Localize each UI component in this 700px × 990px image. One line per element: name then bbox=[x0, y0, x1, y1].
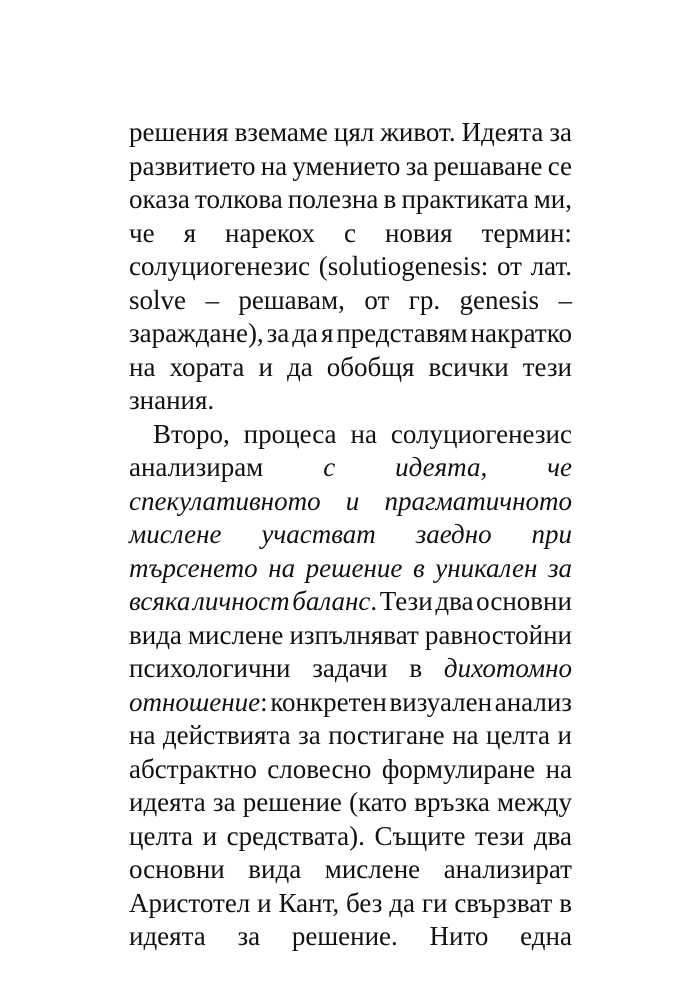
word: развитието bbox=[129, 150, 256, 181]
word: на bbox=[260, 150, 288, 181]
word: ги bbox=[421, 887, 448, 918]
word: зараждане), bbox=[129, 318, 264, 348]
word-group bbox=[380, 585, 433, 619]
word-group bbox=[435, 585, 473, 619]
word-group bbox=[336, 317, 467, 351]
word-group bbox=[328, 719, 444, 753]
word: между bbox=[497, 787, 572, 817]
word-group bbox=[312, 652, 387, 686]
word: решение. bbox=[291, 921, 398, 951]
word: Аристотел bbox=[129, 887, 251, 918]
word-group bbox=[195, 183, 283, 217]
word-group bbox=[401, 183, 528, 217]
word-group bbox=[244, 418, 337, 452]
word-group bbox=[267, 753, 371, 787]
word: решения bbox=[129, 117, 229, 147]
word-group bbox=[534, 183, 572, 217]
word-group bbox=[390, 686, 493, 720]
word-group bbox=[344, 217, 356, 251]
word: я bbox=[183, 217, 196, 248]
word: да bbox=[286, 351, 313, 382]
word: изпълняват bbox=[289, 619, 419, 650]
word: процеса bbox=[243, 418, 337, 449]
word-group bbox=[129, 686, 268, 720]
word-group bbox=[213, 786, 236, 820]
word-group bbox=[268, 552, 295, 586]
word-group bbox=[346, 485, 360, 519]
text-line bbox=[129, 887, 572, 921]
word-group bbox=[129, 753, 257, 787]
word: за bbox=[212, 787, 236, 817]
word: за bbox=[405, 150, 429, 181]
text-line bbox=[129, 351, 572, 385]
word-group bbox=[292, 317, 318, 351]
word: анализират bbox=[443, 854, 572, 884]
word-group bbox=[430, 920, 489, 954]
word: лат. bbox=[530, 251, 572, 281]
word-group bbox=[409, 652, 422, 686]
word: мислене bbox=[187, 619, 284, 650]
word-group bbox=[292, 920, 398, 954]
word: и bbox=[202, 820, 218, 851]
word-group bbox=[325, 853, 420, 887]
word: да bbox=[292, 318, 318, 348]
word-group bbox=[416, 518, 492, 552]
text-line bbox=[129, 786, 572, 820]
word: обобщя bbox=[326, 351, 415, 382]
body-text bbox=[129, 116, 572, 954]
word: всяка bbox=[129, 586, 191, 616]
word: постигане bbox=[328, 720, 445, 750]
word: нарекох bbox=[225, 217, 315, 248]
word: Същите bbox=[374, 820, 466, 851]
word: толкова bbox=[195, 184, 283, 214]
word-group bbox=[163, 719, 291, 753]
word: задачи bbox=[312, 653, 388, 683]
word: действията bbox=[162, 720, 291, 750]
word: живот. bbox=[380, 117, 456, 147]
word: solve bbox=[129, 284, 186, 315]
word: всички bbox=[428, 351, 509, 382]
word-group bbox=[292, 150, 400, 184]
word: идеята bbox=[129, 787, 206, 817]
word-group bbox=[380, 116, 455, 150]
word: новия bbox=[384, 217, 453, 248]
word-group bbox=[433, 150, 542, 184]
word-group bbox=[384, 183, 397, 217]
text-line bbox=[129, 518, 572, 552]
word-group bbox=[203, 820, 217, 854]
word: полезна bbox=[287, 184, 379, 214]
word-group bbox=[486, 719, 550, 753]
word: цял bbox=[333, 117, 375, 147]
word: дихотомно bbox=[443, 653, 572, 683]
word: уникален bbox=[435, 552, 538, 583]
word-group bbox=[406, 150, 429, 184]
word-group bbox=[153, 418, 230, 452]
word: мислене bbox=[129, 519, 222, 549]
text-line bbox=[129, 485, 572, 519]
word-group bbox=[497, 250, 522, 284]
word: в bbox=[409, 653, 423, 683]
word: прагматичното bbox=[384, 485, 572, 516]
word: (като bbox=[349, 787, 408, 817]
text-line bbox=[129, 384, 572, 418]
word-group bbox=[227, 820, 365, 854]
word-group bbox=[129, 585, 190, 619]
word-group bbox=[546, 753, 572, 787]
word-group bbox=[319, 250, 489, 284]
word: вида bbox=[248, 854, 302, 884]
word-group bbox=[471, 317, 572, 351]
word-group bbox=[287, 351, 313, 385]
word: равностойни bbox=[424, 619, 572, 650]
word-group bbox=[321, 317, 333, 351]
word: (solutiogenesis: bbox=[318, 251, 489, 281]
word-group bbox=[306, 552, 403, 586]
word: психологични bbox=[129, 653, 291, 683]
word-group bbox=[548, 552, 572, 586]
word-group bbox=[334, 116, 374, 150]
word: основни bbox=[476, 586, 572, 616]
word-group bbox=[558, 719, 572, 753]
word: за bbox=[547, 552, 572, 583]
word: и bbox=[258, 351, 273, 382]
word: мислене bbox=[324, 854, 421, 884]
word-group bbox=[129, 183, 190, 217]
word-group bbox=[444, 652, 572, 686]
word-group bbox=[129, 820, 193, 854]
word-group bbox=[460, 284, 539, 318]
word: заедно bbox=[415, 519, 492, 549]
word: хората bbox=[169, 351, 245, 382]
word-group bbox=[425, 619, 572, 653]
text-line bbox=[129, 150, 572, 184]
word: целта bbox=[486, 720, 551, 750]
word-group bbox=[422, 887, 448, 921]
word: решение bbox=[305, 552, 403, 583]
word: и bbox=[345, 485, 360, 516]
word-group bbox=[409, 284, 440, 318]
word: : bbox=[260, 686, 268, 717]
word: – bbox=[558, 284, 572, 315]
word-group bbox=[395, 451, 487, 485]
word: се bbox=[547, 150, 572, 181]
word: визуален bbox=[389, 686, 493, 717]
word-group bbox=[475, 820, 524, 854]
word-group bbox=[323, 451, 335, 485]
word: солуциогенезис bbox=[390, 418, 572, 449]
word-group bbox=[385, 217, 453, 251]
word: Идеята bbox=[461, 117, 544, 147]
word: два bbox=[533, 820, 572, 851]
word: словесно bbox=[267, 753, 372, 784]
word: Тези bbox=[379, 586, 433, 616]
word-group bbox=[454, 887, 552, 921]
word-group bbox=[129, 518, 222, 552]
word-group bbox=[452, 719, 478, 753]
text-line bbox=[129, 585, 572, 619]
word: целта bbox=[129, 820, 194, 851]
text-line bbox=[129, 820, 572, 854]
word-group bbox=[391, 418, 572, 452]
word: да bbox=[389, 887, 416, 918]
text-line bbox=[129, 183, 572, 217]
word: в bbox=[412, 552, 425, 583]
text-line bbox=[129, 753, 572, 787]
word-group bbox=[129, 920, 206, 954]
word: два bbox=[435, 586, 474, 616]
word: отношение bbox=[129, 686, 261, 717]
word: практиката bbox=[401, 184, 529, 214]
text-line bbox=[129, 552, 572, 586]
word: спекулативното bbox=[129, 485, 321, 516]
word-group bbox=[205, 284, 219, 318]
word: решавам, bbox=[238, 284, 345, 315]
word: ми, bbox=[533, 184, 572, 214]
word-group bbox=[129, 853, 225, 887]
text-line bbox=[129, 116, 572, 150]
word-group bbox=[374, 820, 465, 854]
text-line bbox=[129, 451, 572, 485]
word: личност bbox=[193, 586, 290, 616]
word: баланс bbox=[292, 586, 371, 616]
word-group bbox=[129, 485, 321, 519]
word-group bbox=[261, 150, 287, 184]
word-group bbox=[414, 786, 490, 820]
word: термин: bbox=[481, 217, 572, 248]
text-line bbox=[129, 719, 572, 753]
word: Нито bbox=[429, 921, 489, 951]
word-group bbox=[531, 250, 572, 284]
word: на bbox=[129, 720, 156, 750]
word-group bbox=[248, 853, 301, 887]
word-group bbox=[243, 786, 342, 820]
text-line bbox=[129, 418, 572, 452]
word-group bbox=[129, 384, 214, 418]
word: вземаме bbox=[234, 117, 328, 147]
word-group bbox=[129, 552, 258, 586]
word-group bbox=[129, 451, 263, 485]
word-group bbox=[520, 920, 572, 954]
word: и bbox=[257, 887, 272, 918]
text-line bbox=[129, 619, 572, 653]
word: с bbox=[344, 217, 356, 248]
word: на bbox=[268, 552, 296, 583]
word-group bbox=[188, 619, 283, 653]
word-group bbox=[129, 250, 310, 284]
text-line bbox=[129, 250, 572, 284]
word: на bbox=[129, 351, 156, 382]
word: . bbox=[370, 586, 378, 616]
word-group bbox=[429, 351, 509, 385]
word: конкретен bbox=[270, 686, 387, 717]
word: представям bbox=[336, 318, 468, 348]
word: без bbox=[346, 887, 383, 918]
word: от bbox=[364, 284, 390, 315]
word-group bbox=[193, 585, 290, 619]
word: от bbox=[497, 251, 522, 281]
word-group bbox=[289, 619, 418, 653]
word: че bbox=[129, 217, 155, 248]
word-group bbox=[559, 887, 572, 921]
text-line bbox=[129, 317, 572, 351]
word-group bbox=[129, 652, 290, 686]
word-group bbox=[261, 518, 375, 552]
word: за bbox=[549, 117, 572, 147]
text-line bbox=[129, 853, 572, 887]
word-group bbox=[476, 585, 572, 619]
word: на bbox=[545, 753, 572, 784]
word: накратко bbox=[470, 318, 572, 348]
text-line bbox=[129, 652, 572, 686]
word-group bbox=[170, 351, 245, 385]
word-group bbox=[225, 217, 315, 251]
word-group bbox=[237, 920, 260, 954]
word: свързват bbox=[454, 887, 553, 918]
word: я bbox=[320, 318, 334, 348]
word: за bbox=[298, 720, 321, 750]
word: с bbox=[323, 452, 336, 482]
word-group bbox=[129, 317, 264, 351]
word-group bbox=[558, 284, 572, 318]
word-group bbox=[364, 284, 389, 318]
word: тези bbox=[475, 820, 525, 851]
word: в bbox=[383, 184, 397, 214]
word-group bbox=[238, 284, 344, 318]
word: че bbox=[547, 452, 572, 482]
word: Второ, bbox=[153, 418, 230, 449]
word-group bbox=[129, 719, 155, 753]
word-group bbox=[327, 351, 415, 385]
word: за bbox=[266, 318, 290, 348]
word: вида bbox=[129, 619, 182, 650]
text-line bbox=[129, 217, 572, 251]
word: решение bbox=[242, 787, 342, 817]
word-group bbox=[384, 485, 572, 519]
word: умението bbox=[292, 150, 401, 181]
word-group bbox=[129, 786, 206, 820]
word: гр. bbox=[408, 284, 441, 315]
text-line bbox=[129, 284, 572, 318]
word-group bbox=[532, 518, 573, 552]
word-group bbox=[351, 418, 377, 452]
word: при bbox=[531, 519, 572, 549]
word: за bbox=[237, 921, 261, 951]
word: анализ bbox=[494, 686, 572, 717]
word-group bbox=[548, 150, 572, 184]
word-group bbox=[298, 719, 321, 753]
word-group bbox=[435, 552, 537, 586]
word-group bbox=[184, 217, 196, 251]
word-group bbox=[497, 786, 572, 820]
word: тези bbox=[522, 351, 572, 382]
word-group bbox=[495, 686, 572, 720]
word: анализирам bbox=[129, 452, 264, 482]
word: идеята bbox=[129, 921, 206, 951]
word: решаване bbox=[433, 150, 543, 181]
word-group bbox=[413, 552, 425, 586]
word: и bbox=[557, 720, 572, 750]
word-group bbox=[258, 351, 272, 385]
word-group bbox=[129, 217, 155, 251]
word-group bbox=[288, 183, 378, 217]
word-group bbox=[257, 887, 271, 921]
word-group bbox=[129, 351, 155, 385]
text-line bbox=[129, 920, 572, 954]
word-group bbox=[523, 351, 572, 385]
word: участват bbox=[261, 519, 376, 549]
word-group bbox=[382, 753, 535, 787]
word-group bbox=[129, 887, 250, 921]
word: една bbox=[520, 921, 572, 951]
word: на bbox=[350, 418, 377, 449]
word: на bbox=[452, 720, 479, 750]
word: абстрактно bbox=[129, 753, 257, 784]
word-group bbox=[349, 786, 407, 820]
word-group bbox=[482, 217, 572, 251]
word-group bbox=[270, 686, 387, 720]
word: идеята, bbox=[395, 452, 488, 482]
word: – bbox=[205, 284, 219, 315]
word-group bbox=[549, 116, 572, 150]
word: търсенето bbox=[129, 552, 258, 583]
word: средствата). bbox=[226, 820, 365, 851]
word-group bbox=[129, 116, 229, 150]
word-group bbox=[267, 317, 290, 351]
word-group bbox=[462, 116, 544, 150]
word-group bbox=[129, 150, 256, 184]
word: genesis bbox=[459, 284, 540, 315]
word-group bbox=[389, 887, 415, 921]
word: Кант, bbox=[278, 887, 340, 918]
word: оказа bbox=[129, 184, 190, 214]
word: солуциогенезис bbox=[129, 251, 311, 281]
word-group bbox=[235, 116, 328, 150]
word: в bbox=[559, 887, 572, 918]
word-group bbox=[444, 853, 572, 887]
word-group bbox=[534, 820, 572, 854]
word: формулиране bbox=[381, 753, 536, 784]
word: връзка bbox=[414, 787, 490, 817]
word-group bbox=[129, 284, 186, 318]
text-line bbox=[129, 686, 572, 720]
word: основни bbox=[129, 854, 225, 884]
word-group bbox=[292, 585, 377, 619]
word: знания. bbox=[129, 385, 215, 415]
word-group bbox=[279, 887, 340, 921]
word-group bbox=[346, 887, 382, 921]
word-group bbox=[129, 619, 182, 653]
word-group bbox=[547, 451, 572, 485]
